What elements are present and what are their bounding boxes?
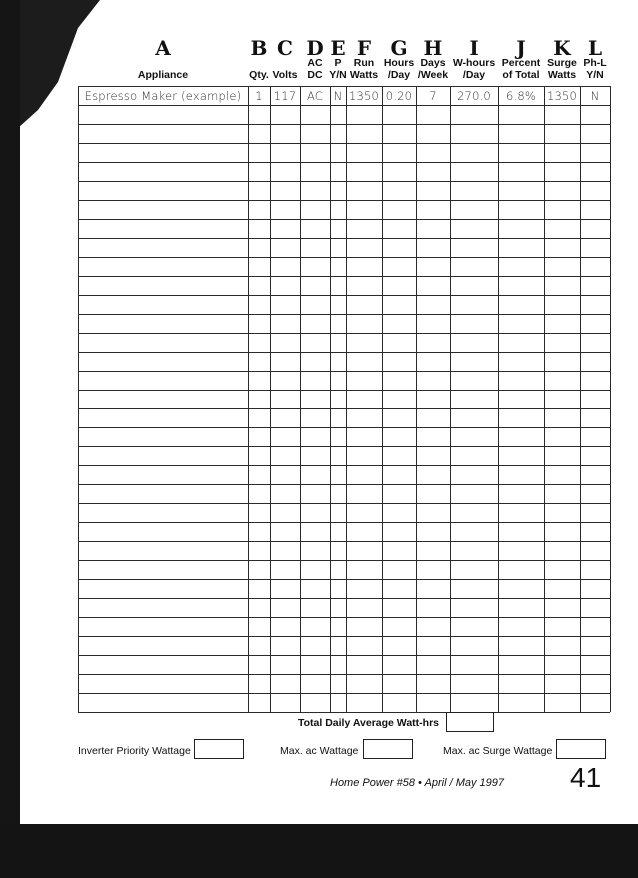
max-ac-surge-wattage-label: Max. ac Surge Wattage [443,745,553,757]
column-header-run-watts: Run Watts [349,57,379,81]
column-header-volts: Volts [272,69,298,81]
column-letter-e: E [330,36,346,60]
page-bottom-shadow [0,824,638,878]
column-header-surge-watts: Surge Watts [547,57,577,81]
max-ac-wattage-label: Max. ac Wattage [280,745,359,757]
column-letter-j: J [516,36,526,60]
column-letter-d: D [306,36,324,60]
column-header-phantom-load: Ph-L Y/N [583,57,607,81]
column-header-percent: Percent of Total [501,57,541,81]
column-header-appliance: Appliance [137,69,189,81]
column-letter-g: G [390,36,408,60]
example-acdc-cell[interactable]: AC [306,89,324,103]
total-daily-watt-hours-label: Total Daily Average Watt-hrs [298,717,440,729]
column-letter-h: H [423,36,443,60]
inverter-priority-wattage-box[interactable] [194,739,244,759]
publication-credit: Home Power #58 • April / May 1997 [330,777,505,789]
example-run-watts-cell[interactable]: 1350 [348,89,380,103]
column-header-hours-day: Hours /Day [383,57,415,81]
column-letter-k: K [553,36,571,60]
example-days-week-cell[interactable]: 7 [429,89,437,103]
example-surge-watts-cell[interactable]: 1350 [546,89,578,103]
example-volts-cell[interactable]: 117 [273,89,297,103]
page-left-shadow [0,0,20,824]
example-hours-day-cell[interactable]: 0.20 [385,89,413,103]
column-header-whours-day: W-hours /Day [452,57,496,81]
column-letter-l: L [587,36,603,60]
column-letter-a: A [155,36,171,60]
page-number: 41 [570,762,602,793]
column-letter-i: I [469,36,479,60]
example-whours-day-cell[interactable]: 270.0 [457,89,491,103]
example-qty-cell[interactable]: 1 [255,89,263,103]
max-ac-surge-wattage-box[interactable] [556,739,606,759]
example-phantom-load-cell[interactable]: N [590,89,600,103]
example-appliance-cell[interactable]: Espresso Maker (example) [84,89,242,103]
column-letter-c: C [277,36,293,60]
example-percent-cell[interactable]: 6.8% [505,89,537,103]
column-letter-f: F [356,36,372,60]
inverter-priority-wattage-label: Inverter Priority Wattage [78,745,191,757]
column-header-days-week: Days /Week [417,57,449,81]
column-header-acdc: AC DC [307,57,323,81]
column-header-qty: Qty. [249,69,269,81]
column-header-priority: P Y/N [329,57,347,81]
example-priority-cell[interactable]: N [333,89,343,103]
max-ac-wattage-box[interactable] [363,739,413,759]
column-letter-b: B [250,36,268,60]
total-daily-watt-hours-box[interactable] [446,712,494,732]
